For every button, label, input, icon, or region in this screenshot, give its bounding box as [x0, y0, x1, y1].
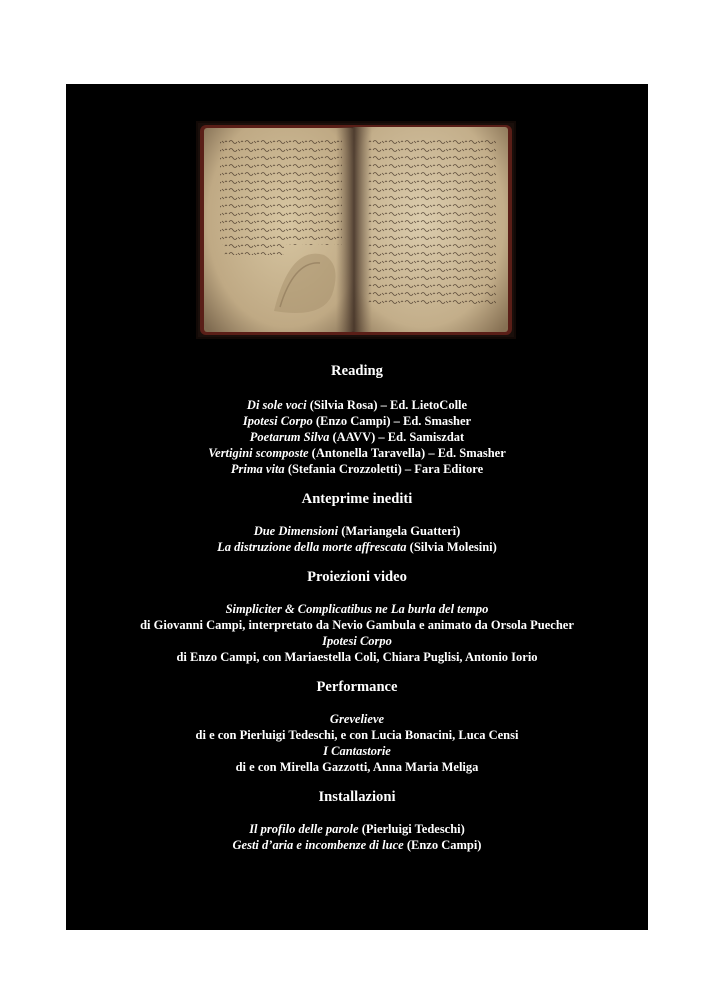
performance-entry: di e con Pierluigi Tedeschi, e con Lucia Bonacini, Luca Censi: [195, 728, 519, 742]
section-heading-anteprime: Anteprime inediti: [301, 491, 413, 507]
reading-entry: Prima vita (Stefania Crozzoletti) – Fara Editore: [230, 462, 484, 476]
section-heading-installazioni: Installazioni: [318, 789, 396, 805]
anteprime-entry: La distruzione della morte affrescata (Silvia Molesini): [217, 540, 497, 554]
proiezioni-entry: di Giovanni Campi, interpretato da Nevio Gambula e animato da Orsola Puecher: [140, 618, 574, 632]
program-panel: [66, 84, 648, 930]
section-heading-proiezioni: Proiezioni video: [307, 569, 407, 585]
performance-entry: I Cantastorie: [323, 744, 391, 758]
proiezioni-entry: di Enzo Campi, con Mariaestella Coli, Chiara Puglisi, Antonio Iorio: [176, 650, 538, 664]
manuscript-photo: [196, 121, 516, 339]
section-heading-reading: Reading: [331, 363, 383, 379]
proiezioni-entry: Simpliciter & Complicatibus ne La burla del tempo: [225, 602, 489, 616]
proiezioni-entry: Ipotesi Corpo: [322, 634, 392, 648]
reading-entry: Di sole voci (Silvia Rosa) – Ed. LietoColle: [246, 398, 468, 412]
anteprime-entry: Due Dimensioni (Mariangela Guatteri): [253, 524, 461, 538]
section-heading-performance: Performance: [316, 679, 398, 695]
installazioni-entry: Gesti d’aria e incombenze di luce (Enzo Campi): [232, 838, 482, 852]
performance-entry: di e con Mirella Gazzotti, Anna Maria Meliga: [235, 760, 479, 774]
program-content: [66, 362, 648, 853]
reading-entry: Poetarum Silva (AAVV) – Ed. Samiszdat: [249, 430, 465, 444]
performance-entry: Grevelieve: [329, 712, 385, 726]
installazioni-entry: Il profilo delle parole (Pierluigi Tedeschi): [249, 822, 465, 836]
reading-entry: Ipotesi Corpo (Enzo Campi) – Ed. Smasher: [242, 414, 472, 428]
reading-entry: Vertigini scomposte (Antonella Taravella) – Ed. Smasher: [208, 446, 506, 460]
